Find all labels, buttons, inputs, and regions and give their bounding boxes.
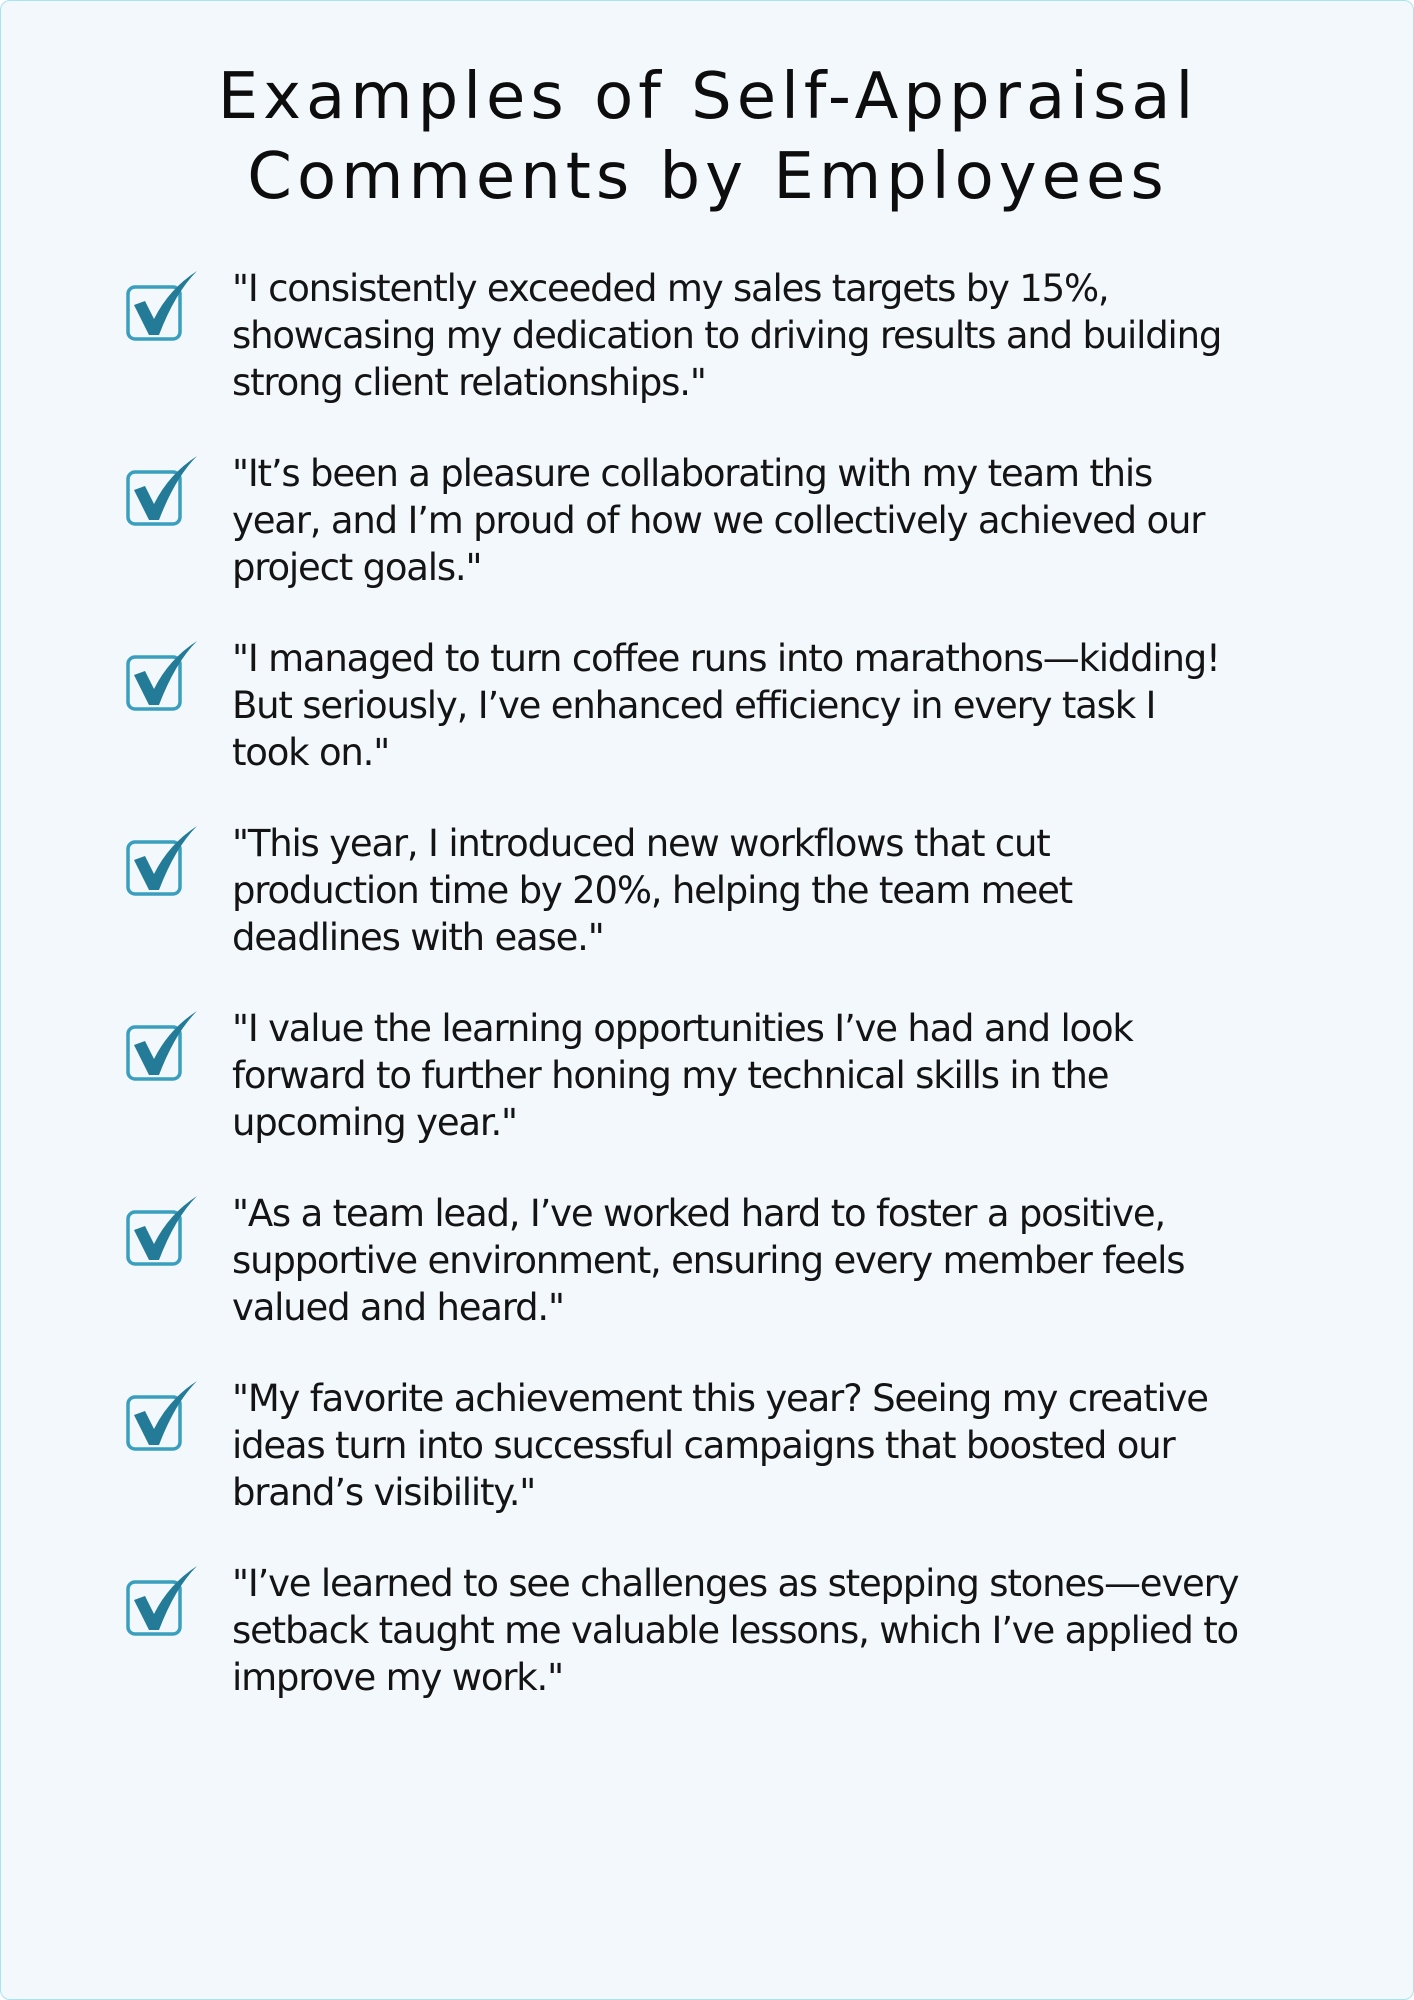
checked-box-icon	[125, 824, 201, 900]
title-line-1: Examples of Self-Appraisal	[217, 60, 1199, 134]
checked-box-icon	[125, 1379, 201, 1455]
comment-text: "I value the learning opportunities I’ve had and look forward to further honing my technical skills in the upcoming year."	[232, 1007, 1133, 1144]
list-item	[1, 265, 1414, 450]
checked-box-icon	[125, 454, 201, 530]
comment-text: "My favorite achievement this year? Seeing my creative ideas turn into successful campaigns that boosted our brand’s visibility."	[232, 1377, 1208, 1514]
comment-text: "This year, I introduced new workflows that cut production time by 20%, helping the team meet deadlines with ease."	[232, 822, 1072, 959]
checked-box-icon	[125, 1194, 201, 1270]
list-item	[1, 1560, 1414, 1745]
checked-box-icon	[125, 269, 201, 345]
comment-text: "It’s been a pleasure collaborating with my team this year, and I’m proud of how we collectively achieved our project goals."	[232, 452, 1205, 589]
list-item	[1, 635, 1414, 820]
comment-text: "As a team lead, I’ve worked hard to foster a positive, supportive environment, ensuring every member feels valued and heard."	[232, 1192, 1185, 1329]
list-item	[1, 450, 1414, 635]
page-title	[1, 57, 1414, 217]
list-item	[1, 1005, 1414, 1190]
list-item	[1, 1375, 1414, 1560]
checked-box-icon	[125, 1009, 201, 1085]
comment-list	[1, 265, 1414, 1745]
comment-text: "I’ve learned to see challenges as stepping stones—every setback taught me valuable lessons, which I’ve applied to improve my work."	[232, 1562, 1239, 1699]
comment-text: "I managed to turn coffee runs into marathons—kidding! But seriously, I’ve enhanced efficiency in every task I took on."	[232, 637, 1220, 774]
list-item	[1, 820, 1414, 1005]
title-line-2: Comments by Employees	[247, 140, 1169, 214]
checked-box-icon	[125, 1564, 201, 1640]
comment-text: "I consistently exceeded my sales targets by 15%, showcasing my dedication to driving results and building strong client relationships."	[232, 267, 1222, 404]
checked-box-icon	[125, 639, 201, 715]
list-item	[1, 1190, 1414, 1375]
